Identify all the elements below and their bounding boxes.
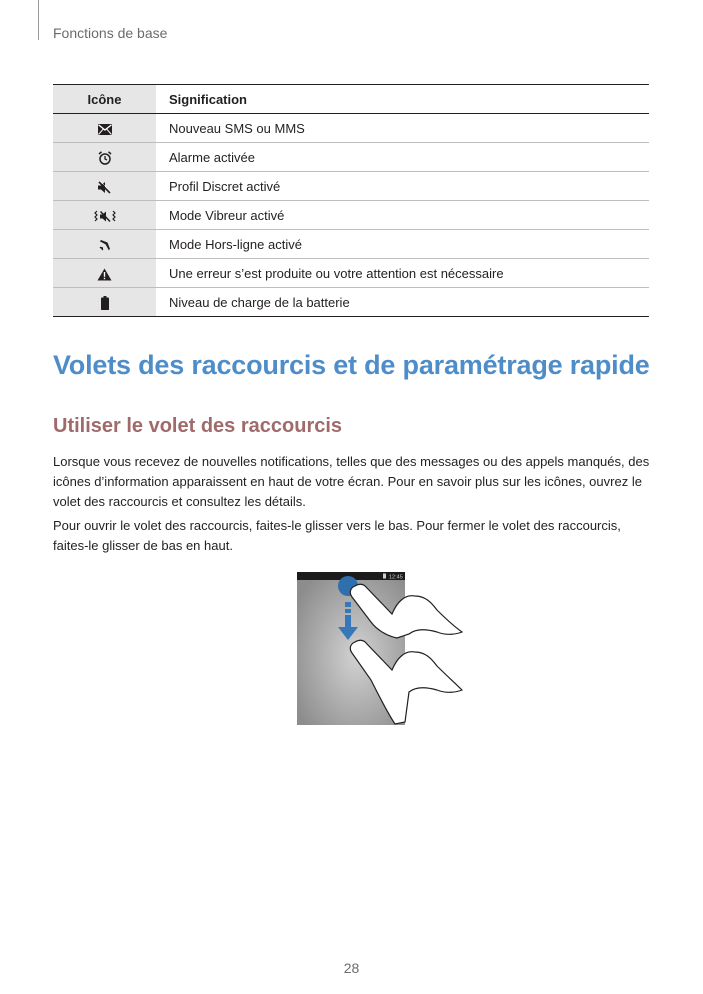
table-cell-meaning: Alarme activée bbox=[156, 143, 649, 172]
table-row bbox=[53, 201, 649, 230]
airplane-icon bbox=[98, 238, 112, 252]
column-header-icon: Icône bbox=[53, 85, 156, 114]
subsection-title: Utiliser le volet des raccourcis bbox=[53, 415, 343, 437]
paragraph: Lorsque vous recevez de nouvelles notifications, telles que des messages ou des appels manqués, des icônes d’information apparaissent en haut de votre écran. Pour en savoir plus sur les icônes, ouvrez le volet des raccourcis et consultez les détails. bbox=[53, 454, 650, 509]
table-row bbox=[53, 143, 649, 172]
alarm-clock-icon bbox=[98, 151, 112, 165]
warning-icon bbox=[97, 268, 112, 281]
section-title: Volets des raccourcis et de paramétrage rapide bbox=[53, 350, 650, 380]
table-cell-meaning: Une erreur s’est produite ou votre attention est nécessaire bbox=[156, 259, 649, 288]
status-time: 12:45 bbox=[389, 574, 403, 581]
vibrate-icon bbox=[94, 210, 116, 223]
table-row bbox=[53, 172, 649, 201]
running-header: Fonctions de base bbox=[53, 25, 168, 41]
battery-icon bbox=[101, 296, 109, 310]
table-cell-meaning: Mode Hors-ligne activé bbox=[156, 230, 649, 259]
column-header-meaning: Signification bbox=[156, 85, 649, 114]
paragraph: Pour ouvrir le volet des raccourcis, faites-le glisser vers le bas. Pour fermer le volet des raccourcis, faites-le glisser de bas en haut. bbox=[53, 518, 621, 553]
table-cell-meaning: Nouveau SMS ou MMS bbox=[156, 114, 649, 143]
table-cell-meaning: Mode Vibreur activé bbox=[156, 201, 649, 230]
table-row bbox=[53, 114, 649, 143]
page-number: 28 bbox=[343, 960, 360, 976]
mute-icon bbox=[97, 181, 112, 194]
table-row bbox=[53, 259, 649, 288]
table-row bbox=[53, 230, 649, 259]
page-corner-rule bbox=[38, 0, 39, 40]
table-cell-meaning: Profil Discret activé bbox=[156, 172, 649, 201]
status-battery-icon bbox=[383, 574, 386, 579]
status-icons-table bbox=[53, 84, 649, 317]
envelope-icon bbox=[98, 124, 112, 135]
table-cell-meaning: Niveau de charge de la batterie bbox=[156, 288, 649, 317]
table-row bbox=[53, 288, 649, 317]
swipe-down-illustration bbox=[297, 572, 507, 727]
